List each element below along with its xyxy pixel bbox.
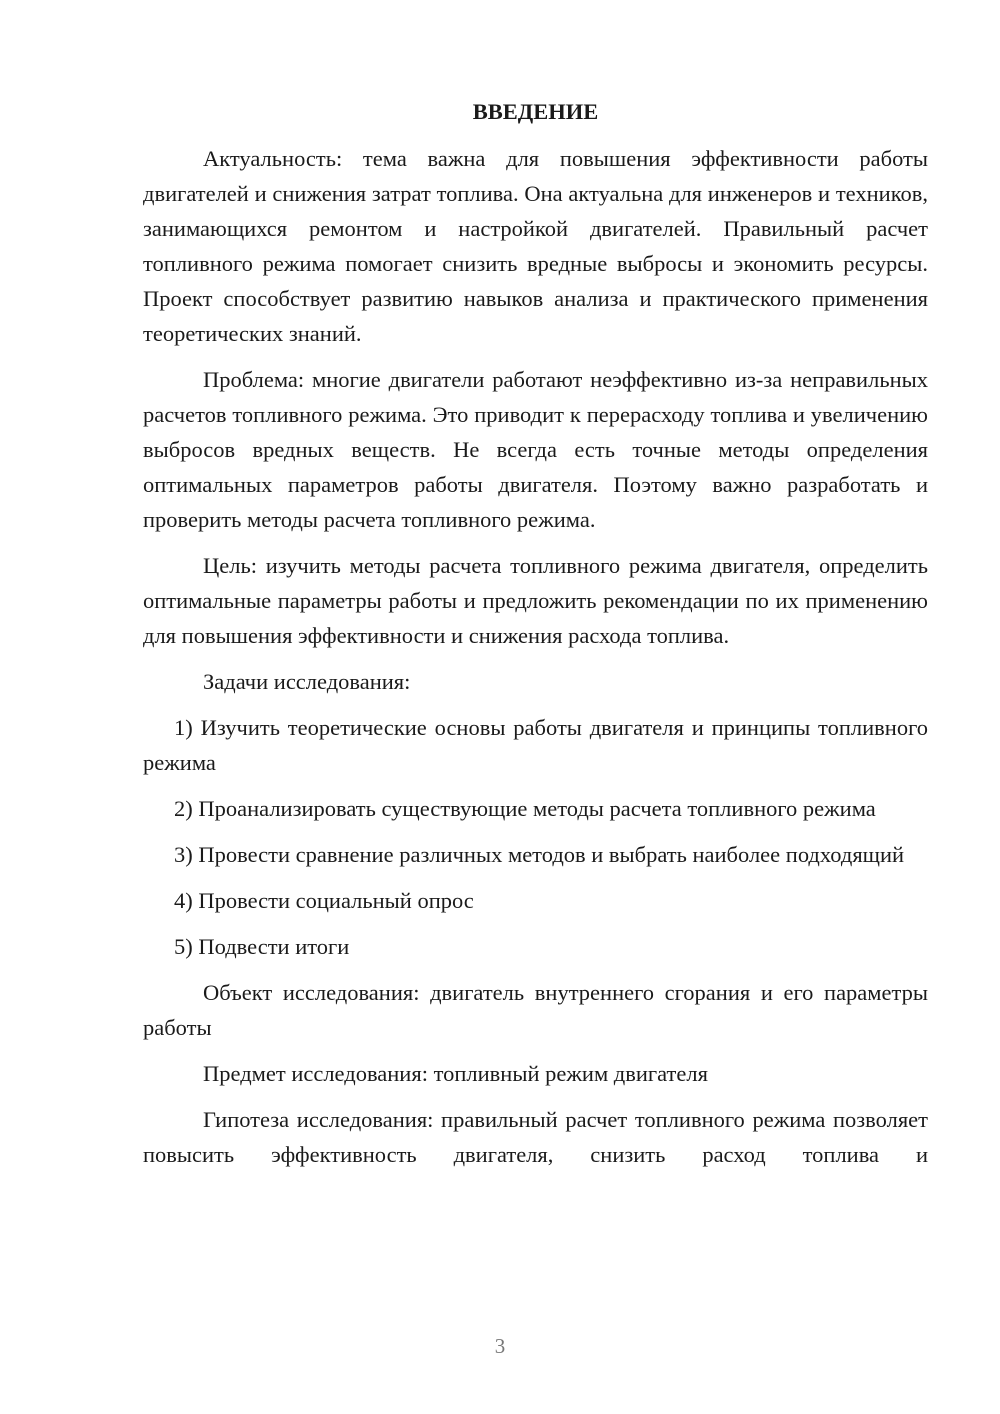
tasks-heading: Задачи исследования:	[203, 669, 411, 694]
section-heading: ВВЕДЕНИЕ	[472, 99, 599, 124]
task-item-1: 1) Изучить теоретические основы работы двигателя и принципы топливного режима	[143, 715, 928, 775]
hypothesis-paragraph: Гипотеза исследования: правильный расчет топливного режима позволяет повысить эффективность двигателя, снизить расход топлива и	[143, 1107, 928, 1167]
problem-paragraph: Проблема: многие двигатели работают неэффективно из-за неправильных расчетов топливного режима. Это приводит к перерасходу топлива и увеличению выбросов вредных веществ. Не всегда есть точные методы определения оптимальных параметров работы двигателя. Поэтому важно разработать и проверить методы расчета топливного режима.	[143, 367, 928, 532]
relevance-paragraph: Актуальность: тема важна для повышения эффективности работы двигателей и снижения затрат топлива. Она актуальна для инженеров и техников, занимающихся ремонтом и настройкой двигателей. Правильный расчет топливного режима помогает снизить вредные выбросы и экономить ресурсы. Проект способствует развитию навыков анализа и практического применения теоретических знаний.	[143, 146, 928, 346]
subject-paragraph: Предмет исследования: топливный режим двигателя	[203, 1061, 708, 1086]
task-item-2: 2) Проанализировать существующие методы расчета топливного режима	[174, 796, 876, 821]
page-number: 3	[494, 1334, 506, 1358]
task-item-3: 3) Провести сравнение различных методов и выбрать наиболее подходящий	[174, 842, 905, 867]
task-item-4: 4) Провести социальный опрос	[174, 888, 474, 913]
task-item-5: 5) Подвести итоги	[174, 934, 350, 959]
goal-paragraph: Цель: изучить методы расчета топливного режима двигателя, определить оптимальные параметры работы и предложить рекомендации по их применению для повышения эффективности и снижения расхода топлива.	[143, 553, 928, 648]
object-paragraph: Объект исследования: двигатель внутреннего сгорания и его параметры работы	[143, 980, 928, 1040]
page-content	[143, 94, 928, 1183]
